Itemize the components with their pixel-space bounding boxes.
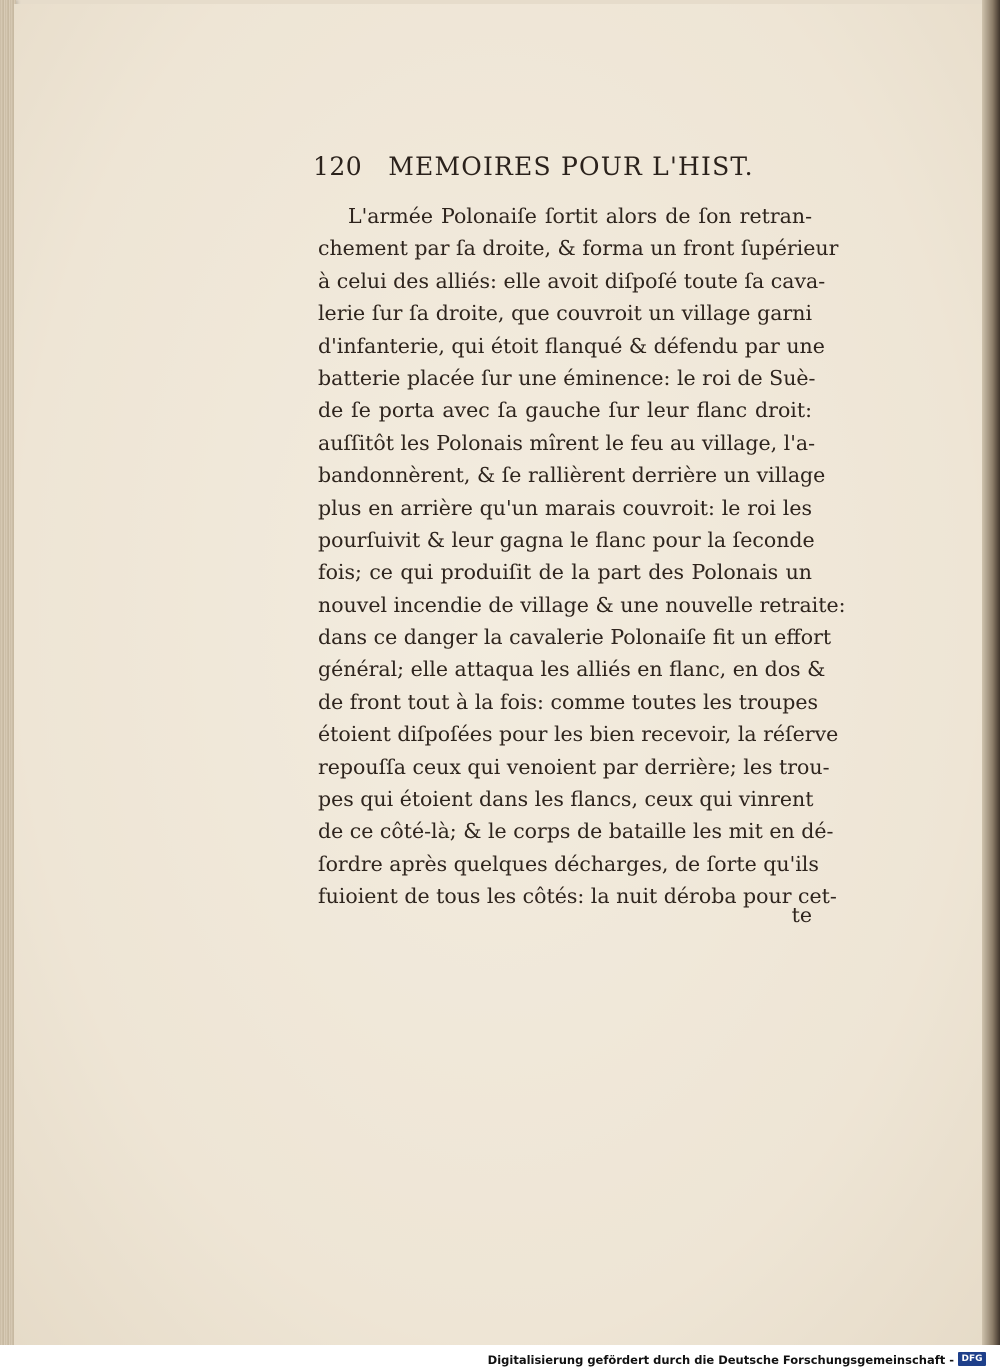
- text-line: lerie ſur ſa droite, que couvroit un village garni: [318, 301, 812, 326]
- text-line: général; elle attaqua les alliés en flanc, en dos &: [318, 657, 826, 682]
- text-line: à celui des alliés: elle avoit diſpoſé toute ſa cava-: [318, 268, 826, 293]
- catchword: te: [791, 903, 812, 927]
- text-line: plus en arrière qu'un marais couvroit: le roi les: [318, 495, 812, 520]
- text-line: chement par ſa droite, & forma un front ſupérieur: [318, 236, 839, 261]
- text-line: fuioient de tous les côtés: la nuit déroba pour cet-: [318, 884, 837, 909]
- dfg-logo: DFG: [958, 1352, 986, 1366]
- body-text: [318, 200, 846, 913]
- text-line: étoient diſpoſées pour les bien recevoir, la réſerve: [318, 722, 839, 747]
- text-line: bandonnèrent, & ſe rallièrent derrière un village: [318, 463, 826, 488]
- page-header: [313, 152, 754, 192]
- digitization-note: Digitalisierung gefördert durch die Deutsche Forschungsgemeinschaft -: [487, 1353, 954, 1367]
- text-line: de front tout à la fois: comme toutes les troupes: [318, 689, 819, 714]
- text-line: fois; ce qui produiſit de la part des Polonais un: [318, 560, 812, 585]
- text-line: d'infanterie, qui étoit flanqué & défendu par une: [318, 333, 825, 358]
- text-line: de ce côté-là; & le corps de bataille les mit en dé-: [318, 819, 834, 844]
- text-line: nouvel incendie de village & une nouvelle retraite:: [318, 592, 846, 617]
- page-number: 120: [313, 152, 363, 181]
- text-line: pourſuivit & leur gagna le flanc pour la ſeconde: [318, 527, 815, 552]
- text-line: ſordre après quelques décharges, de ſorte qu'ils: [318, 851, 819, 876]
- text-line: pes qui étoient dans les flancs, ceux qui vinrent: [318, 787, 814, 812]
- text-line: L'armée Polonaiſe ſortit alors de ſon retran-: [348, 204, 812, 228]
- text-line: batterie placée ſur une éminence: le roi de Suè-: [318, 365, 816, 390]
- book-spine-shadow: [982, 0, 1000, 1345]
- text-line: repouſſa ceux qui venoient par derrière; les trou-: [318, 754, 830, 779]
- text-line: dans ce danger la cavalerie Polonaiſe fit un effort: [318, 625, 832, 650]
- text-line: auſſitôt les Polonais mîrent le feu au village, l'a-: [318, 430, 816, 455]
- running-title: MEMOIRES POUR L'HIST.: [388, 152, 754, 181]
- text-line: de ſe porta avec ſa gauche ſur leur flanc droit:: [318, 398, 812, 423]
